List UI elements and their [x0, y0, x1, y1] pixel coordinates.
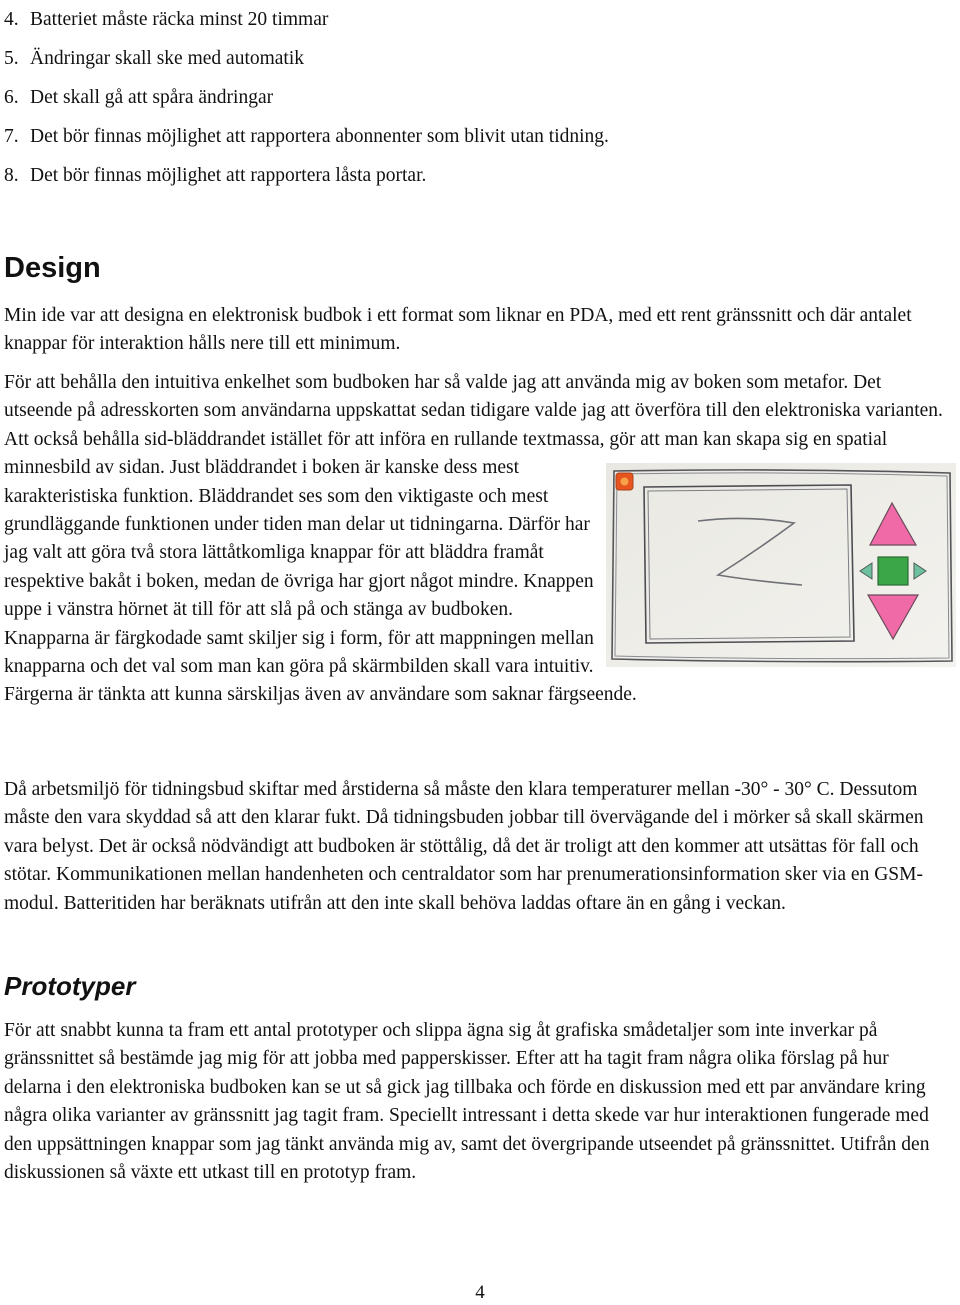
design-paragraph-2: För att behålla den intuitiva enkelhet som budboken har så valde jag att använda mig av boken som metafor. Det utseende på adresskorten som användarna uppskattat sedan tidigare valde jag att överföra till den elektroniska varianten. Att också behålla sid-bläddrandet istället för att införa en rullande textmassa, gör att man kan skapa sig en spatial minnesbild av sidan. Just bläddrandet i boken är kanske dess mest karakteristiska funktion. Bläddrandet ses som den viktigaste och mest grundläggande funktionen under tiden man delar ut tidningarna. Därför har jag valt att göra två stora lättåtkomliga knappar för att bläddra framåt respektive bakåt i boken, medan de övriga har gjort något mindre. Knappen uppe i vänstra hörnet ät till för att slå på och stänga av budboken. Knapparna är färgkodade samt skiljer sig i form, för att mappningen mellan knapparna och det val som man kan göra på skärmbilden skall vara intuitiv. Färgerna är tänkta att kunna särskiljas även av användare som saknar färgseende. [4, 372, 943, 706]
sketch-svg [606, 463, 956, 667]
requirements-list [4, 0, 954, 195]
list-item: 8. Det bör finnas möjlighet att rapportera låsta portar. [4, 165, 427, 186]
list-item: 6. Det skall gå att spåra ändringar [4, 87, 274, 108]
prototype-sketch-image [606, 463, 956, 667]
select-square-icon [878, 557, 908, 585]
power-button-dot [621, 478, 629, 486]
prototyper-paragraph: För att snabbt kunna ta fram ett antal prototyper och slippa ägna sig åt grafiska smådetaljer som inte inverkar på gränssnittet så bestämde jag mig för att jobba med papperskisser. Efter att ha tagit fram några olika förslag på hur delarna i den elektroniska budboken kan se ut så gick jag tillbaka och förde en diskussion med ett par användare kring några olika varianter av gränssnitt jag tagit fram. Speciellt intressant i detta skede var hur interaktionen fungerade med den uppsättningen knappar som jag tänkt använda mig av, samt det övergripande utseendet på gränssnittet. Utifrån den diskussionen så växte ett utkast till en prototyp fram. [4, 1020, 930, 1184]
design-paragraph-1: Min ide var att designa en elektronisk budbok i ett format som liknar en PDA, med ett rent gränssnitt och där antalet knappar för interaktion hålls nere till ett minimum. [4, 305, 912, 355]
prototyper-heading: Prototyper [4, 971, 136, 1001]
list-item: 7. Det bör finnas möjlighet att rapportera abonnenter som blivit utan tidning. [4, 126, 609, 147]
page-number: 4 [475, 1282, 485, 1303]
design-paragraph-2-container [4, 369, 950, 710]
design-paragraph-3: Då arbetsmiljö för tidningsbud skiftar med årstiderna så måste den klara temperaturer mellan -30° - 30° C. Dessutom måste den vara skyddad så att den klarar fukt. Då tidningsbuden jobbar till övervägande del i mörker så skall skärmen vara belyst. Det är också nödvändigt att budboken är stöttålig, då det är troligt att den kommer att utsättas för fall och stötar. Kommunikationen mellan handenheten och centraldator som har prenumerationsinformation sker via en GSM-modul. Batteritiden har beräknats utifrån att den inte skall behöva laddas oftare än en gång i veckan. [4, 779, 924, 914]
list-item: 5. Ändringar skall ske med automatik [4, 48, 305, 69]
document-page [4, 0, 954, 1184]
design-heading: Design [4, 252, 101, 284]
list-item: 4. Batteriet måste räcka minst 20 timmar [4, 9, 329, 30]
